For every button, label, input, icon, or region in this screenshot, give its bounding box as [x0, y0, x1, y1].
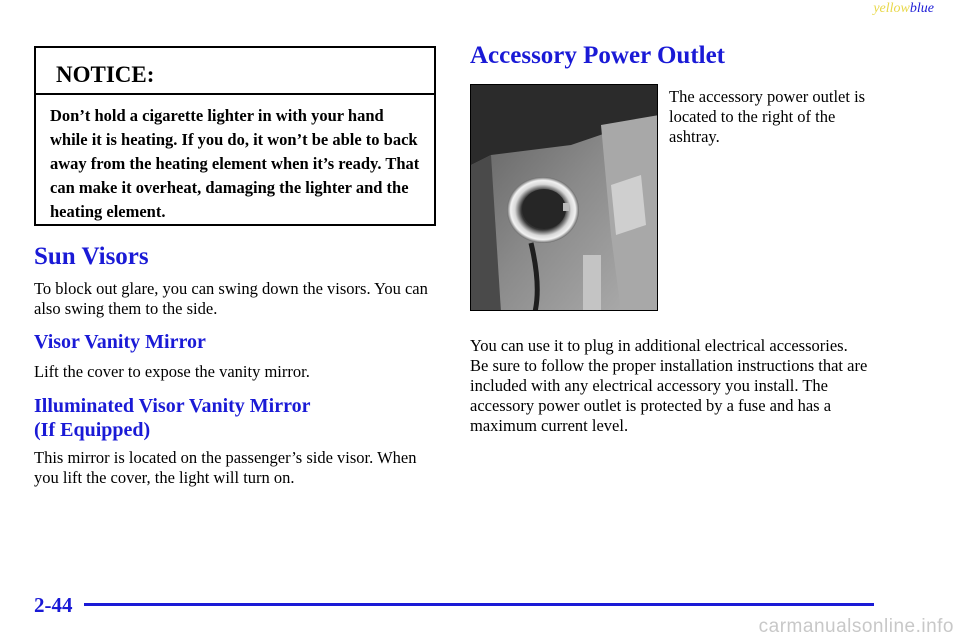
sun-visors-text: To block out glare, you can swing down the visors. You can also swing them to the side. — [34, 279, 428, 318]
page-number: 2-44 — [34, 593, 73, 617]
notice-body: Don’t hold a cigarette lighter in with your hand while it is heating. If you do, it won’t be able to back away from the heating element when it’s ready. That can make it overheat, damaging the lighter and the heating element. — [50, 106, 420, 221]
power-outlet-photo — [470, 84, 658, 311]
accessory-outlet-text: You can use it to plug in additional electrical accessories. Be sure to follow the proper installation instructions that are included with any electrical accessory you install. The accessory power outlet is protected by a fuse and has a maximum current level. — [470, 336, 868, 435]
color-tag-blue: blue — [909, 1, 934, 16]
illuminated-mirror-text: This mirror is located on the passenger’s side visor. When you lift the cover, the light will turn on. — [34, 448, 417, 487]
accessory-outlet-caption: The accessory power outlet is located to the right of the ashtray. — [669, 87, 866, 146]
illuminated-mirror-heading-line1: Illuminated Visor Vanity Mirror — [34, 395, 311, 417]
illuminated-mirror-heading-line2: (If Equipped) — [34, 419, 151, 441]
sun-visors-heading: Sun Visors — [34, 243, 149, 270]
power-outlet-illustration — [471, 85, 658, 311]
footer-rule — [84, 603, 874, 606]
illuminated-mirror-heading — [34, 394, 311, 442]
color-tag — [873, 1, 934, 17]
notice-title: NOTICE: — [36, 48, 434, 95]
accessory-outlet-heading: Accessory Power Outlet — [470, 42, 726, 69]
color-tag-yellow: yellow — [873, 1, 910, 16]
watermark: carmanualsonline.info — [758, 616, 954, 637]
visor-vanity-mirror-text: Lift the cover to expose the vanity mirror. — [34, 362, 310, 381]
visor-vanity-mirror-heading: Visor Vanity Mirror — [34, 331, 206, 353]
notice-box — [34, 46, 436, 226]
